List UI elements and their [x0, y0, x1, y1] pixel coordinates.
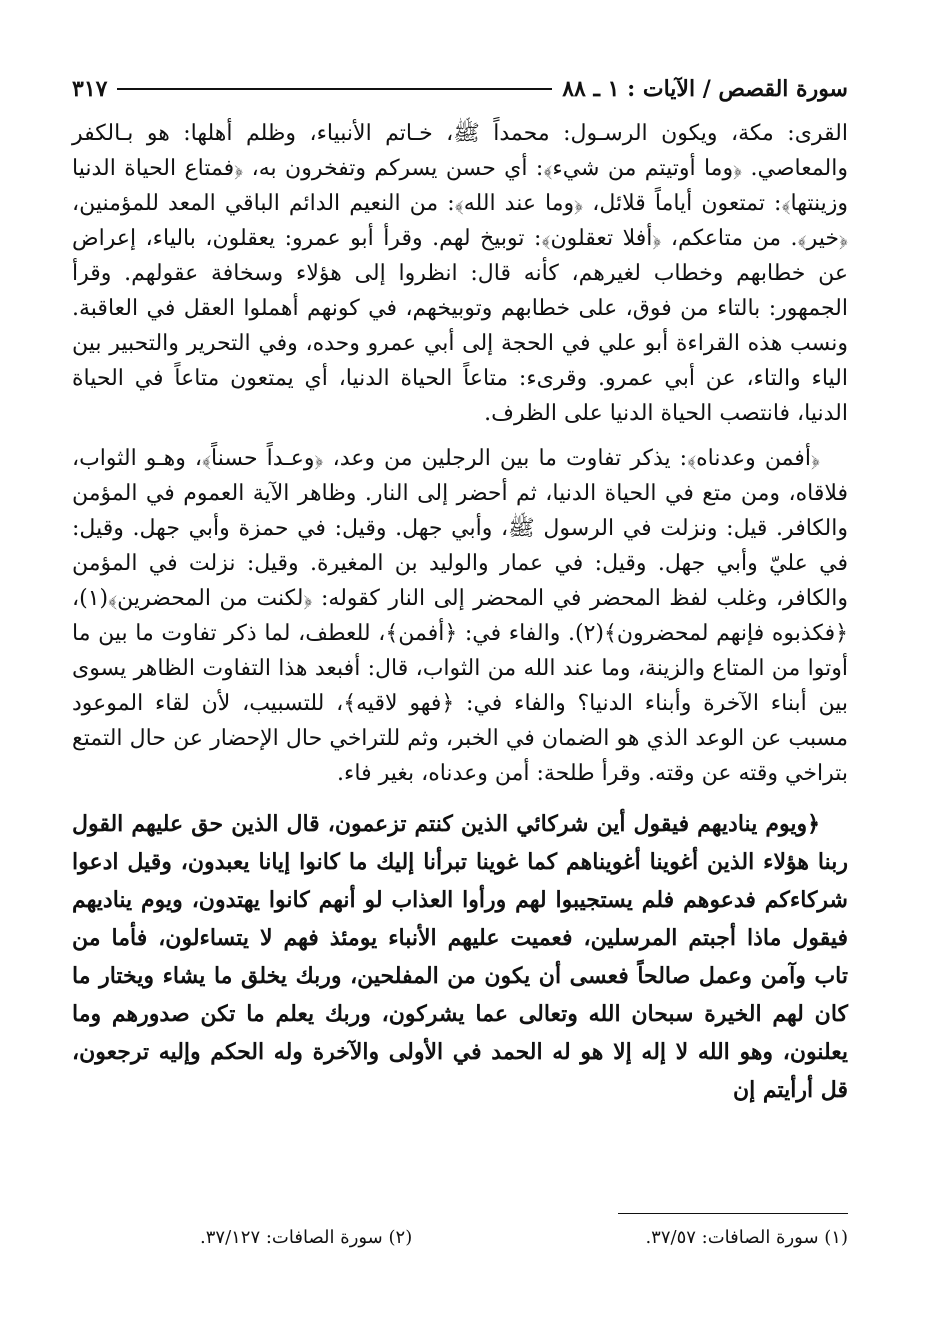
- body-text: [72, 116, 848, 1109]
- paragraph-commentary-1: القرى: مكة، ويكون الرسـول: محمداً ﷺ، خـاتم الأنبياء، وظلم أهلها: هو بـالكفر والمعاصي. ﴿وما أوتيتم من شيء﴾: أي حسن يسركم وتفخرون به، ﴿فمتاع الحياة الدنيا وزينتها﴾: تمتعون أياماً قلائل، ﴿وما عند الله﴾: من النعيم الدائم الباقي المعد للمؤمنين، ﴿خير﴾. من متاعكم، ﴿أفلا تعقلون﴾: توبيخ لهم. وقرأ أبو عمرو: يعقلون، بالياء، إعراض عن خطابهم وخطاب لغيرهم، كأنه قال: انظروا إلى هؤلاء وسخافة عقولهم. وقرأ الجمهور: بالتاء من فوق، على خطابهم وتوبيخهم، في كونهم أهملوا العقل في العاقبة. ونسب هذه القراءة أبو علي في الحجة إلى أبي عمرو وحده، وفي التحرير والتحبير بين الياء والتاء، عن أبي عمرو. وقرىء: متاعاً الحياة الدنيا، أي يمتعون متاعاً في الحياة الدنيا، فانتصب الحياة الدنيا على الظرف.: [72, 121, 848, 426]
- running-header: [72, 72, 848, 106]
- paragraph-quran-verses: ﴿ويوم يناديهم فيقول أين شركائي الذين كنتم تزعمون، قال الذين حق عليهم القول ربنا هؤلاء الذين أغوينا أغويناهم كما غوينا تبرأنا إليك ما كانوا إيانا يعبدون، وقيل ادعوا شركاءكم فدعوهم فلم يستجيبوا لهم ورأوا العذاب لو أنهم كانوا يهتدون، ويوم يناديهم فيقول ماذا أجبتم المرسلين، فعميت عليهم الأنباء يومئذ فهم لا يتساءلون، فأما من تاب وآمن وعمل صالحاً فعسى أن يكون من المفلحين، وربك يخلق ما يشاء ويختار ما كان لهم الخيرة سبحان الله وتعالى عما يشركون، وربك يعلم ما تكن صدورهم وما يعلنون، وهو الله لا إله إلا هو له الحمد في الأولى والآخرة وله الحكم وإليه ترجعون، قل أرأيتم إن: [72, 811, 848, 1103]
- header-rule: [117, 88, 552, 90]
- header-title: سورة القصص / الآيات : ١ ـ ٨٨: [562, 76, 848, 102]
- paragraph-commentary-2: ﴿أفمن وعدناه﴾: يذكر تفاوت ما بين الرجلين من وعد، ﴿وعـداً حسناً﴾، وهـو الثواب، فلاقاه، ومن متع في الحياة الدنيا، ثم أحضر إلى النار. وظاهر الآية العموم في المؤمن والكافر. قيل: ونزلت في الرسول ﷺ، وأبي جهل. وقيل: في حمزة وأبي جهل. وقيل: في عليّ وأبي جهل. وقيل: في عمار والوليد بن المغيرة. وقيل: نزلت في المؤمن والكافر، وغلب لفظ المحضر في المحضر إلى النار كقوله: ﴿لكنت من المحضرين﴾(١)، ﴿فكذبوه فإنهم لمحضرون﴾(٢). والفاء في: ﴿أفمن﴾، للعطف، لما ذكر تفاوت ما بين ما أوتوا من المتاع والزينة، وما عند الله من الثواب، قال: أفبعد هذا التفاوت الظاهر يسوى بين أبناء الآخرة وأبناء الدنيا؟ والفاء في: ﴿فهو لاقيه﴾، للتسبيب، لأن لقاء الموعود مسبب عن الوعد الذي هو الضمان في الخبر، وثم للتراخي حال الإحضار عن حال التمتع بتراخي وقته عن وقته. وقرأ طلحة: أمن وعدناه، بغير فاء.: [72, 446, 848, 786]
- footnote-1: (١) سورة الصافات: ٣٧/٥٧.: [645, 1226, 848, 1248]
- page-number: ٣١٧: [72, 76, 108, 102]
- footnote-separator: [618, 1213, 848, 1214]
- footnotes: [200, 1222, 848, 1252]
- footnote-2: (٢) سورة الصافات: ٣٧/١٢٧.: [200, 1226, 413, 1248]
